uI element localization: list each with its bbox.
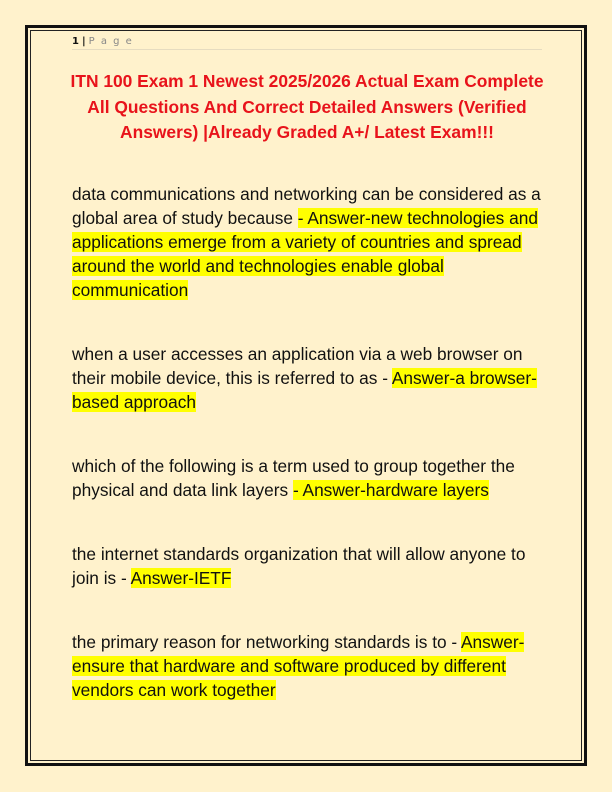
question-text: the internet standards organization that will allow anyone to join is - xyxy=(72,544,526,588)
qa-item xyxy=(72,542,547,590)
page-label: P a g e xyxy=(88,36,134,47)
document-body xyxy=(72,182,547,702)
page-number: 1 xyxy=(72,36,79,47)
question-text: data communications and networking can be considered as a global area of study because xyxy=(72,184,541,228)
qa-item xyxy=(72,342,547,414)
page-header xyxy=(72,36,542,50)
question-text: when a user accesses an application via a web browser on their mobile device, this is referred to as - xyxy=(72,344,523,388)
qa-item xyxy=(72,630,547,702)
answer-text: Answer-ensure that hardware and software produced by different vendors can work together xyxy=(72,632,525,700)
answer-text: Answer-a browser-based approach xyxy=(72,368,537,412)
qa-item xyxy=(72,454,547,502)
question-text: which of the following is a term used to group together the physical and data link layers xyxy=(72,456,515,500)
question-text: the primary reason for networking standards is to - xyxy=(72,632,462,652)
answer-text: Answer-IETF xyxy=(130,568,232,588)
document-title: ITN 100 Exam 1 Newest 2025/2026 Actual Exam Complete All Questions And Correct Detailed Answers (Verified Answers) |Already Graded A+/ Latest Exam!!! xyxy=(70,71,544,142)
answer-text: - Answer-new technologies and applications emerge from a variety of countries and spread around the world and technologies enable global communication xyxy=(72,208,538,300)
qa-item xyxy=(72,182,547,302)
header-separator: | xyxy=(81,36,86,47)
answer-text: - Answer-hardware layers xyxy=(292,480,489,500)
